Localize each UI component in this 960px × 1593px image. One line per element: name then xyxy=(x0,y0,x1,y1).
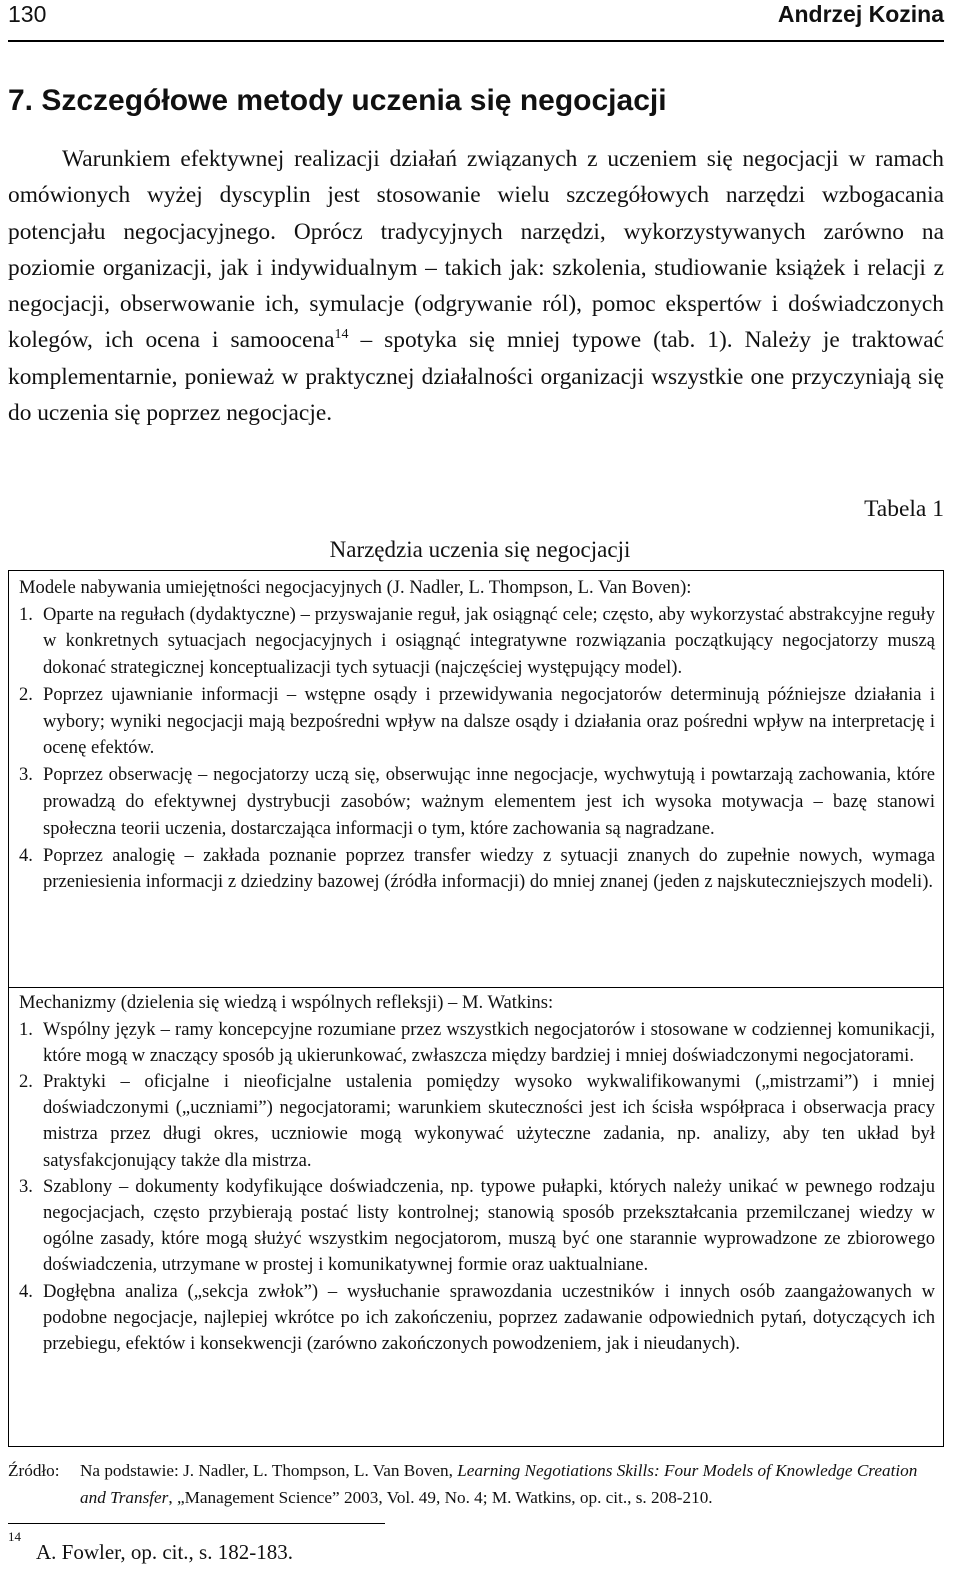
footnote-mark: 14 xyxy=(8,1529,21,1544)
body-text-part-1: Warunkiem efektywnej realizacji działań związanych z uczeniem się negocjacji w ramach omówionych wyżej dyscyplin jest stosowanie wielu szczegółowych narzędzi wzbogacania potencjału negocjacyjnego. Oprócz tradycyjnych narzędzi, wykorzystywanych zarówno na poziomie organizacji, jak i indywidualnym – takich jak: szkolenia, studiowanie książek i relacji z negocjacji, obserwowanie ich, symulacje (odgrywanie ról), pomoc ekspertów i doświadczonych kolegów, ich ocena i samoocena xyxy=(8,146,944,354)
item-text: Poprzez ujawnianie informacji – wstępne osądy i przewidywania negocjatorów determinują późniejsze działania i wybory; wyniki negocjacji mają bezpośredni wpływ na dalsze osądy i działania oraz pośredni wpływ na interpretację i ocenę efektów. xyxy=(43,683,935,759)
item-text: Oparte na regułach (dydaktyczne) – przyswajanie reguł, jak osiągnąć cele; często, aby wykorzystać abstrakcyjne reguły w konkretnych sytuacjach negocjacyjnych i osiągnąć integratywne rozwiązania początkujący negocjatorzy muszą dokonać strategicznej konceptualizacji tych sytuacji (najczęściej występujący model). xyxy=(43,603,935,679)
list-item xyxy=(19,762,935,842)
body-paragraph xyxy=(8,141,944,431)
source-prefix: Na podstawie: J. Nadler, L. Thompson, L. Van Boven, xyxy=(80,1461,458,1480)
running-head xyxy=(8,0,944,30)
body-text-part-2: – spotyka się mniej typowe (tab. 1). Należy je traktować komplementarnie, ponieważ w praktycznej działalności organizacji wszystkie one przyczyniają się do uczenia się poprzez negocjacje. xyxy=(8,327,945,427)
item-number: 1. xyxy=(19,1018,33,1040)
list-item xyxy=(19,1017,935,1069)
item-number: 2. xyxy=(19,1070,33,1092)
list-item xyxy=(19,843,935,897)
source-text xyxy=(80,1457,944,1511)
running-head-author: Andrzej Kozina xyxy=(777,1,944,27)
list-item xyxy=(19,1069,935,1174)
header-rule xyxy=(8,40,944,42)
models-list xyxy=(9,602,943,897)
item-number: 2. xyxy=(19,683,33,705)
list-item xyxy=(19,682,935,762)
table-section-heading: Mechanizmy (dzielenia się wiedzą i wspólnych refleksji) – M. Watkins: xyxy=(19,992,554,1013)
section-title: 7. Szczegółowe metody uczenia się negocjacji xyxy=(8,84,667,117)
item-text: Poprzez analogię – zakłada poznanie poprzez transfer wiedzy z sytuacji znanych do zupełnie nowych, wymaga przeniesienia informacji z dziedziny bazowej (źródła informacji) do mniej znanej (jeden z najskuteczniejszych modeli). xyxy=(43,844,935,893)
list-item xyxy=(19,1279,935,1358)
source-label: Źródło: xyxy=(8,1461,60,1480)
table-title: Narzędzia uczenia się negocjacji xyxy=(329,537,631,562)
item-number: 3. xyxy=(19,764,33,786)
table-number: Tabela 1 xyxy=(864,496,944,522)
table-section-heading: Modele nabywania umiejętności negocjacyjnych (J. Nadler, L. Thompson, L. Van Boven): xyxy=(19,577,692,598)
item-number: 1. xyxy=(19,603,33,625)
page-number: 130 xyxy=(8,1,47,27)
footnote-reference[interactable]: 14 xyxy=(334,327,349,343)
table-section-mechanisms xyxy=(9,987,943,1357)
mechanisms-list xyxy=(9,1017,943,1358)
table-source-note xyxy=(8,1457,944,1511)
item-text: Szablony – dokumenty kodyfikujące doświadczenia, np. typowe pułapki, których należy unikać w pewnego rodzaju negocjacjach, często przybierają postać listy kontrolnej; stanowią sposób przekształcania przemilczanej wiedzy w ogólne zasady, które mogą służyć wszystkim negocjatorom, muszą być one starannie wyprowadzone ze zbiorowego doświadczenia, utrzymane w prostej i komunikatywnej formie oraz uaktualniane. xyxy=(43,1175,935,1276)
list-item xyxy=(19,602,935,682)
item-number: 3. xyxy=(19,1175,33,1197)
item-number: 4. xyxy=(19,844,33,866)
table-section-models xyxy=(9,571,943,896)
list-item xyxy=(19,1174,935,1279)
footnote-rule xyxy=(8,1523,385,1524)
footnote-text: A. Fowler, op. cit., s. 182-183. xyxy=(36,1540,293,1564)
source-title: Learning Negotiations Skills: Four Models of Knowledge Creation and Transfer xyxy=(80,1461,918,1507)
item-text: Dogłębna analiza („sekcja zwłok”) – wysłuchanie sprawozdania uczestników i innych osób zaangażowanych w podobne negocjacje, najlepiej wkrótce po ich zakończeniu, poprzez zadawanie odpowiednich pytań, dotyczących ich przebiegu, efektów i konsekwencji (zarówno zakończonych powodzeniem, jak i nieudanych). xyxy=(43,1280,935,1354)
item-number: 4. xyxy=(19,1280,33,1302)
source-suffix: , „Management Science” 2003, Vol. 49, No. 4; M. Watkins, op. cit., s. 208-210. xyxy=(168,1488,713,1507)
item-text: Poprzez obserwację – negocjatorzy uczą się, obserwując inne negocjacje, wychwytują i powtarzają zachowania, które prowadzą do efektywnej dystrybucji zasobów; ważnym elementem jest ich wysoka motywacja – bazę stanowi społeczna teorii uczenia, dostarczająca informacji o tym, które zachowania są nagradzane. xyxy=(43,764,935,839)
footnote xyxy=(8,1529,293,1567)
table-box xyxy=(8,570,944,1447)
item-text: Wspólny język – ramy koncepcyjne rozumiane przez wszystkich negocjatorów i stosowane w codziennej komunikacji, które mogą w znaczący sposób ją ukierunkować, zwłaszcza między bardziej i mniej doświadczonymi negocjatorami. xyxy=(43,1018,935,1066)
item-text: Praktyki – oficjalne i nieoficjalne ustalenia pomiędzy wysoko wykwalifikowanymi („mistrzami”) i mniej doświadczonymi („uczniami”) negocjatorami; warunkiem skuteczności jest ich ścisła współpraca i obserwacja pracy mistrza przez długi okres, uczniowie mogą wykonywać użyteczne zadania, np. analizy, aby ten układ był satysfakcjonujący także dla mistrza. xyxy=(43,1070,935,1171)
